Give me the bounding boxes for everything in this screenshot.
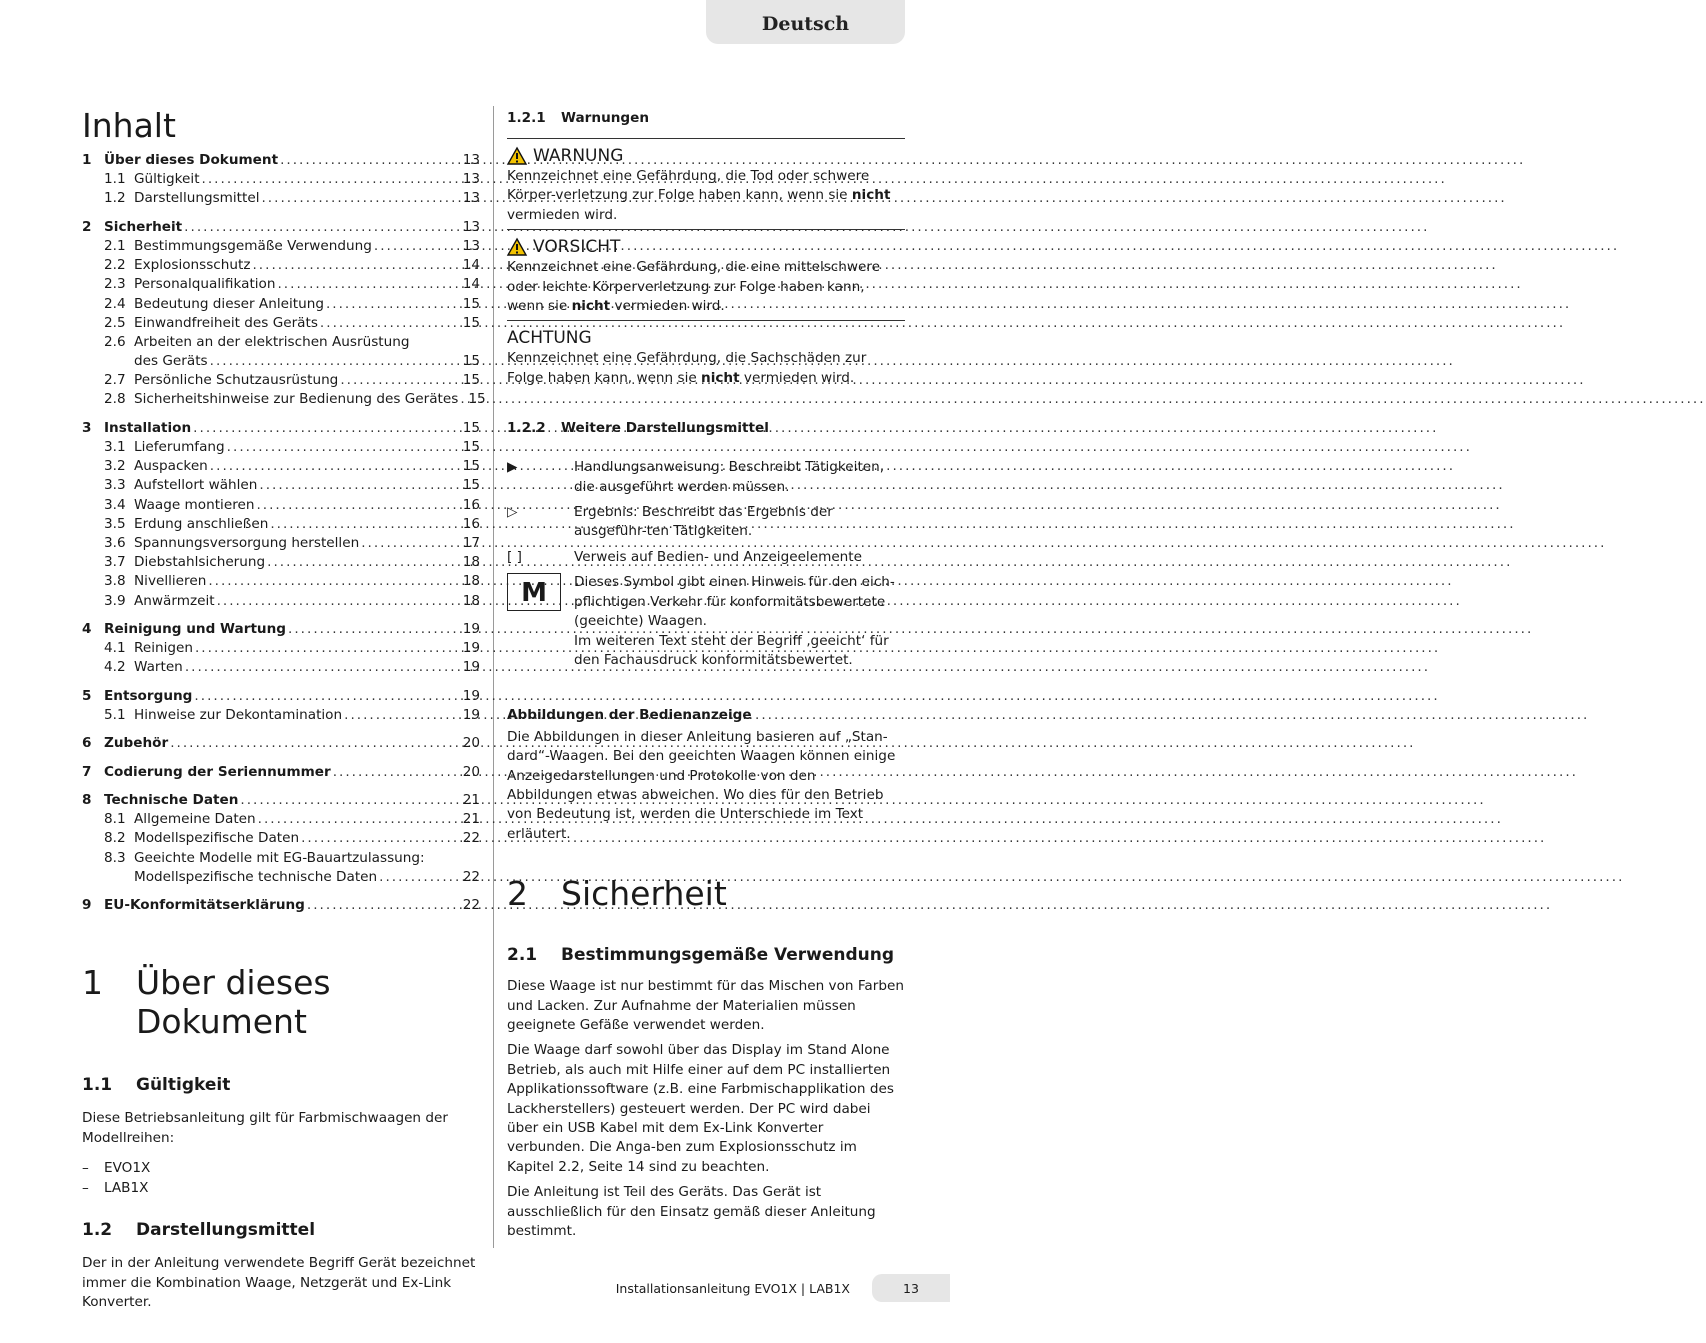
toc-entry-page: 20 xyxy=(462,735,480,752)
subsection-number: 1.1 xyxy=(82,1075,113,1096)
toc-entry-number: 8.2 xyxy=(104,830,126,847)
toc-entry-number: 1 xyxy=(82,152,92,168)
toc-group xyxy=(82,152,480,210)
toc-entry-label: Personalqualifikation xyxy=(134,276,276,293)
toc-entry-page: 15 xyxy=(462,372,480,389)
toc-leader-dots xyxy=(270,516,460,532)
toc-entry[interactable] xyxy=(82,764,480,783)
warnung-text: Kennzeichnet eine Gefährdung, die Tod oder schwere Körper-verletzung zur Folge haben kann, wenn sie nicht vermieden wird. xyxy=(507,168,891,223)
toc-entry-label: Reinigung und Wartung xyxy=(104,620,287,637)
toc-group xyxy=(82,792,480,888)
section-number: 1 xyxy=(82,963,103,1003)
signal-word: WARNUNG xyxy=(533,146,624,166)
toc-group xyxy=(82,735,480,754)
language-tab: Deutsch xyxy=(706,0,905,44)
toc-entry-number: 8.1 xyxy=(104,811,126,828)
toc-entry-number: 1.2 xyxy=(104,190,126,207)
toc-entry[interactable] xyxy=(82,850,480,869)
toc-entry-label: Modellspezifische Daten xyxy=(134,830,300,847)
symbol-description: Dieses Symbol gibt einen Hinweis für den eich-pflichtigen Verkehr für konformitätsbewertete (geeichte) Waagen. Im weiteren Text steht der Begriff ‚geeicht‘ für den Fachausdruck konformitätsbewertet. xyxy=(574,574,895,668)
toc-entry-number: 1.1 xyxy=(104,171,126,188)
toc-entry-page: 13 xyxy=(462,218,480,235)
toc-entry-page: 13 xyxy=(462,152,480,168)
toc-entry-label: Codierung der Seriennummer xyxy=(104,763,331,780)
section-1-2-1-heading xyxy=(507,110,905,126)
toc-entry[interactable] xyxy=(82,811,480,830)
toc-entry-number: 6 xyxy=(82,735,92,752)
toc-entry-number: 2 xyxy=(82,218,92,235)
result-arrow-icon: ▷ xyxy=(507,504,518,521)
toc-entry-page: 14 xyxy=(462,257,480,274)
toc-entry-label: Arbeiten an der elektrischen Ausrüstung xyxy=(134,333,410,350)
toc-leader-dots xyxy=(227,439,461,455)
toc-entry[interactable] xyxy=(82,593,480,612)
toc-leader-dots xyxy=(267,554,461,570)
warning-triangle-icon xyxy=(507,238,527,256)
toc-entry-label: Entsorgung xyxy=(104,687,193,704)
toc-entry[interactable] xyxy=(82,458,480,477)
toc-entry[interactable] xyxy=(82,219,480,238)
toc-entry-page: 15 xyxy=(468,391,486,408)
toc-entry-label: Technische Daten xyxy=(104,791,239,808)
page-number: 13 xyxy=(872,1274,950,1302)
toc-entry[interactable] xyxy=(82,372,480,391)
toc-entry-number: 3.3 xyxy=(104,477,126,494)
toc-entry-label: EU-Konformitätserklärung xyxy=(104,897,305,914)
toc-entry[interactable] xyxy=(82,238,480,257)
action-arrow-icon: ▶ xyxy=(507,459,518,476)
toc-leader-dots xyxy=(185,659,461,675)
toc-entry-page: 22 xyxy=(462,830,480,847)
toc-leader-dots xyxy=(301,830,461,846)
toc-entry-label: Lieferumfang xyxy=(134,439,225,455)
dash-bullet: – xyxy=(82,1180,89,1197)
toc-leader-dots xyxy=(193,420,461,436)
toc-entry[interactable] xyxy=(82,621,480,640)
toc-entry-number: 2.6 xyxy=(104,333,126,350)
toc-entry-number: 5 xyxy=(82,687,92,704)
toc-entry-number: 3.2 xyxy=(104,458,126,475)
toc-entry-label: Persönliche Schutzausrüstung xyxy=(134,372,339,389)
section-1-heading xyxy=(82,963,480,1041)
table-of-contents xyxy=(82,152,486,916)
symbol-row xyxy=(507,503,905,542)
toc-entry-label: Explosionsschutz xyxy=(134,257,251,274)
toc-entry-label: Reinigen xyxy=(134,640,193,657)
toc-entry-page: 16 xyxy=(462,496,480,513)
toc-entry-label: Sicherheitshinweise zur Bedienung des Gerätes xyxy=(134,391,459,408)
toc-entry[interactable] xyxy=(82,573,480,592)
toc-entry-number: 2.4 xyxy=(104,295,126,312)
toc-leader-dots xyxy=(210,353,461,369)
toc-entry-number: 4.2 xyxy=(104,659,126,676)
toc-entry[interactable] xyxy=(82,296,480,315)
achtung-title xyxy=(507,327,905,349)
toc-group xyxy=(82,218,486,411)
toc-entry-label: Aufstellort wählen xyxy=(134,477,258,494)
list-item-text: LAB1X xyxy=(104,1180,149,1197)
toc-entry-page: 14 xyxy=(462,276,480,293)
toc-entry-page: 21 xyxy=(462,811,480,828)
toc-entry-number: 8 xyxy=(82,791,92,808)
toc-leader-dots xyxy=(460,391,466,407)
toc-entry-page: 15 xyxy=(462,314,480,331)
toc-entry-label: Waage montieren xyxy=(134,496,255,513)
toc-entry[interactable] xyxy=(82,497,480,516)
left-column xyxy=(82,106,486,1312)
toc-entry-page: 13 xyxy=(462,190,480,207)
toc-entry[interactable] xyxy=(82,477,480,496)
subsection-number: 1.2 xyxy=(82,1220,113,1241)
abbildungen-heading: Abbildungen der Bedienanzeige xyxy=(507,707,752,724)
toc-entry-page: 18 xyxy=(462,592,480,609)
symbol-description: Ergebnis: Beschreibt das Ergebnis der ausgeführ-ten Tätigkeiten. xyxy=(574,504,833,540)
usage-paragraph-1: Diese Waage ist nur bestimmt für das Mischen von Farben und Lacken. Zur Aufnahme der Materialien müssen geeignete Gefäße verwendet werden. xyxy=(507,978,904,1033)
toc-entry-label: Einwandfreiheit des Geräts xyxy=(134,314,318,331)
toc-entry-page: 16 xyxy=(462,515,480,532)
toc-entry-label: Installation xyxy=(104,419,192,436)
toc-entry[interactable] xyxy=(82,152,480,171)
toc-entry-number: 7 xyxy=(82,763,92,780)
toc-leader-dots xyxy=(170,735,460,751)
toc-entry-number: 3.5 xyxy=(104,515,126,532)
toc-leader-dots xyxy=(280,152,461,168)
toc-entry-label: Zubehör xyxy=(104,735,169,752)
toc-entry-number: 2.7 xyxy=(104,372,126,389)
toc-entry-label: Hinweise zur Dekontamination xyxy=(134,706,343,723)
toc-leader-dots xyxy=(202,171,461,187)
toc-entry-page: 15 xyxy=(462,477,480,494)
signal-word: ACHTUNG xyxy=(507,328,592,349)
toc-entry-label: Diebstahlsicherung xyxy=(134,554,266,571)
page-footer xyxy=(0,1278,950,1300)
achtung-text: Kennzeichnet eine Gefährdung, die Sachschäden zur Folge haben kann, wenn sie nicht vermieden wird. xyxy=(507,350,867,386)
section-title: Über dieses Dokument xyxy=(136,963,331,1042)
toc-leader-dots xyxy=(184,219,461,235)
toc-leader-dots xyxy=(194,688,460,704)
toc-entry-page: 19 xyxy=(462,620,480,637)
section-1-2-heading xyxy=(82,1220,480,1240)
toc-entry-label: des Geräts xyxy=(134,353,208,370)
toc-entry[interactable] xyxy=(82,516,480,535)
dash-bullet: – xyxy=(82,1160,89,1177)
toc-entry[interactable] xyxy=(82,439,480,458)
toc-entry-page: 22 xyxy=(462,897,480,914)
symbol-description: Handlungsanweisung: Beschreibt Tätigkeiten, die ausgeführt werden müssen. xyxy=(574,459,885,495)
toc-leader-dots xyxy=(210,458,461,474)
toc-entry-number: 3.6 xyxy=(104,534,126,551)
symbol-row xyxy=(507,573,905,670)
bracket-reference-icon: [ ] xyxy=(507,548,522,565)
subsection-title: Gültigkeit xyxy=(136,1075,231,1096)
subsection-number: 1.2.1 xyxy=(507,110,546,126)
toc-entry[interactable] xyxy=(82,792,480,811)
toc-entry-number: 3.8 xyxy=(104,573,126,590)
section-number: 2 xyxy=(507,874,528,914)
subsection-title: Bestimmungsgemäße Verwendung xyxy=(561,945,895,966)
toc-entry[interactable] xyxy=(82,554,480,573)
usage-paragraph-2: Die Waage darf sowohl über das Display im Stand Alone Betrieb, als auch mit Hilfe einer auf dem PC installierten Applikationssoftware (z.B. eine Farbmischapplikation des Lackherstellers) gesteuert werden. Der PC wird dabei über ein USB Kabel mit dem Ex-Link Konverter verbunden. Die Anga-ben zum Explosionsschutz im Kapitel 2.2, Seite 14 sind zu beachten. xyxy=(507,1042,894,1175)
toc-entry-page: 15 xyxy=(462,353,480,370)
toc-entry-number: 4 xyxy=(82,620,92,637)
toc-entry-label: Über dieses Dokument xyxy=(104,152,279,168)
validity-text: Diese Betriebsanleitung gilt für Farbmischwaagen der Modellreihen: xyxy=(82,1110,448,1146)
toc-entry-number: 5.1 xyxy=(104,706,126,723)
toc-entry[interactable] xyxy=(82,735,480,754)
toc-entry-page: 15 xyxy=(462,439,480,455)
toc-leader-dots xyxy=(361,535,460,551)
toc-leader-dots xyxy=(344,707,461,723)
toc-entry-label: Sicherheit xyxy=(104,218,183,235)
toc-leader-dots xyxy=(320,315,461,331)
toc-entry[interactable] xyxy=(82,334,480,353)
toc-entry-page: 15 xyxy=(462,458,480,475)
toc-entry-number: 2.5 xyxy=(104,314,126,331)
signal-word: VORSICHT xyxy=(533,237,621,258)
subsection-number: 1.2.2 xyxy=(507,420,546,437)
toc-entry[interactable] xyxy=(82,171,480,190)
toc-group xyxy=(82,420,480,612)
footer-doc-title: Installationsanleitung EVO1X | LAB1X xyxy=(615,1281,850,1296)
toc-entry-page: 17 xyxy=(462,534,480,551)
toc-entry-number: 3.9 xyxy=(104,592,126,609)
toc-entry-number: 3 xyxy=(82,419,92,436)
warnung-title xyxy=(507,145,905,167)
abbildungen-text: Die Abbildungen in dieser Anleitung basieren auf „Stan-dard“-Waagen. Bei den geeichten Waagen können einige Anzeigedarstellungen und Protokolle von den Abbildungen etwas abweichen. Wo dies für den Betrieb von Bedeutung ist, werden die Unterschiede im Text erläutert. xyxy=(507,728,896,842)
subsection-title: Darstellungsmittel xyxy=(136,1220,316,1241)
toc-entry-page: 19 xyxy=(462,706,480,723)
toc-leader-dots xyxy=(288,621,461,637)
toc-entry-page: 18 xyxy=(462,573,480,590)
list-item xyxy=(82,1178,480,1198)
section-title: Sicherheit xyxy=(561,874,727,914)
toc-entry-label: Nivellieren xyxy=(134,573,207,590)
toc-entry[interactable] xyxy=(82,276,480,295)
section-2-1-heading xyxy=(507,945,905,965)
toc-leader-dots xyxy=(217,593,461,609)
toc-entry-label: Anwärmzeit xyxy=(134,592,215,609)
list-item xyxy=(82,1158,480,1178)
toc-leader-dots xyxy=(256,497,460,513)
right-column xyxy=(507,106,905,1241)
toc-leader-dots xyxy=(195,640,461,656)
toc-leader-dots xyxy=(258,811,461,827)
m-legal-metrology-icon: M xyxy=(507,573,561,611)
toc-entry-label: Allgemeine Daten xyxy=(134,811,256,828)
toc-entry-page: 19 xyxy=(462,687,480,704)
subsection-number: 2.1 xyxy=(507,945,538,966)
toc-entry-label: Warten xyxy=(134,659,183,676)
section-2-heading xyxy=(507,874,905,913)
toc-entry[interactable] xyxy=(82,535,480,554)
toc-entry-number: 4.1 xyxy=(104,640,126,657)
warning-triangle-icon xyxy=(507,147,527,165)
toc-entry-label: Geeichte Modelle mit EG-Bauartzulassung: xyxy=(134,849,425,866)
toc-entry-number: 3.7 xyxy=(104,554,126,571)
toc-leader-dots xyxy=(259,477,460,493)
toc-entry-number: 2.1 xyxy=(104,237,126,254)
toc-entry-page: 15 xyxy=(462,419,480,436)
toc-entry-label: Gültigkeit xyxy=(134,171,200,188)
toc-entry[interactable] xyxy=(82,707,480,726)
toc-leader-dots xyxy=(252,257,460,273)
toc-leader-dots xyxy=(374,238,461,254)
toc-leader-dots xyxy=(333,764,461,780)
toc-entry-number: 2.8 xyxy=(104,391,126,408)
section-1-1-heading xyxy=(82,1075,480,1095)
toc-entry-label: Bedeutung dieser Anleitung xyxy=(134,295,324,312)
section-1-2-2-heading xyxy=(507,420,905,436)
toc-entry[interactable] xyxy=(82,190,480,209)
darstellungsmittel-text: Der in der Anleitung verwendete Begriff Gerät bezeichnet immer die Kombination Waage, Netzgerät und Ex-Link Konverter. xyxy=(82,1255,476,1311)
toc-entry-page: 13 xyxy=(462,237,480,254)
subsection-title: Weitere Darstellungsmittel xyxy=(561,420,769,437)
subsection-title: Warnungen xyxy=(561,110,650,126)
toc-entry-number: 3.1 xyxy=(104,439,126,455)
toc-entry[interactable] xyxy=(82,897,480,916)
toc-group xyxy=(82,897,480,916)
toc-title: Inhalt xyxy=(82,106,176,145)
toc-entry-label: Auspacken xyxy=(134,458,208,475)
toc-leader-dots xyxy=(261,190,460,206)
toc-entry-page: 19 xyxy=(462,640,480,657)
toc-entry-label: Spannungsversorgung herstellen xyxy=(134,534,360,551)
toc-entry-page: 20 xyxy=(462,763,480,780)
toc-entry-number: 2.2 xyxy=(104,257,126,274)
toc-entry[interactable] xyxy=(82,640,480,659)
toc-entry-number: 9 xyxy=(82,897,92,914)
toc-entry-number: 3.4 xyxy=(104,496,126,513)
toc-entry-label: Darstellungsmittel xyxy=(134,190,260,207)
toc-leader-dots xyxy=(379,869,461,885)
symbol-description: Verweis auf Bedien- und Anzeigeelemente xyxy=(574,548,862,565)
toc-entry-page: 19 xyxy=(462,659,480,676)
usage-paragraph-3: Die Anleitung ist Teil des Geräts. Das Gerät ist ausschließlich für den Einsatz gemäß dieser Anleitung bestimmt. xyxy=(507,1184,876,1240)
toc-entry[interactable] xyxy=(82,830,480,849)
toc-entry-number: 2.3 xyxy=(104,276,126,293)
toc-leader-dots xyxy=(240,792,460,808)
symbol-row xyxy=(507,458,905,497)
symbol-row xyxy=(507,548,905,567)
toc-entry[interactable] xyxy=(82,420,480,439)
vorsicht-text: Kennzeichnet eine Gefährdung, die eine mittelschwere oder leichte Körperverletzung zur Folge haben kann, wenn sie nicht vermieden wird. xyxy=(507,259,881,315)
toc-entry-page: 21 xyxy=(462,791,480,808)
toc-entry-page: 22 xyxy=(462,868,480,885)
vorsicht-title xyxy=(507,236,905,258)
list-item-text: EVO1X xyxy=(104,1160,151,1177)
toc-leader-dots xyxy=(307,897,461,913)
toc-leader-dots xyxy=(208,573,460,589)
toc-group xyxy=(82,764,480,783)
toc-entry-label: Modellspezifische technische Daten xyxy=(134,868,378,885)
toc-entry[interactable] xyxy=(82,391,486,410)
toc-leader-dots xyxy=(340,372,460,388)
toc-entry[interactable] xyxy=(82,353,480,372)
toc-entry-number: 8.3 xyxy=(104,849,126,866)
toc-entry[interactable] xyxy=(82,688,480,707)
toc-leader-dots xyxy=(326,296,461,312)
toc-entry-page: 13 xyxy=(462,171,480,188)
toc-entry[interactable] xyxy=(82,257,480,276)
toc-entry[interactable] xyxy=(82,659,480,678)
toc-entry-label: Erdung anschließen xyxy=(134,515,269,532)
toc-entry[interactable] xyxy=(82,869,480,888)
model-list xyxy=(82,1158,480,1198)
toc-entry-label: Bestimmungsgemäße Verwendung xyxy=(134,237,372,254)
toc-entry[interactable] xyxy=(82,315,480,334)
toc-entry-page: 18 xyxy=(462,554,480,571)
toc-entry-page: 15 xyxy=(462,295,480,312)
toc-group xyxy=(82,688,480,726)
toc-group xyxy=(82,621,480,679)
toc-leader-dots xyxy=(277,276,460,292)
